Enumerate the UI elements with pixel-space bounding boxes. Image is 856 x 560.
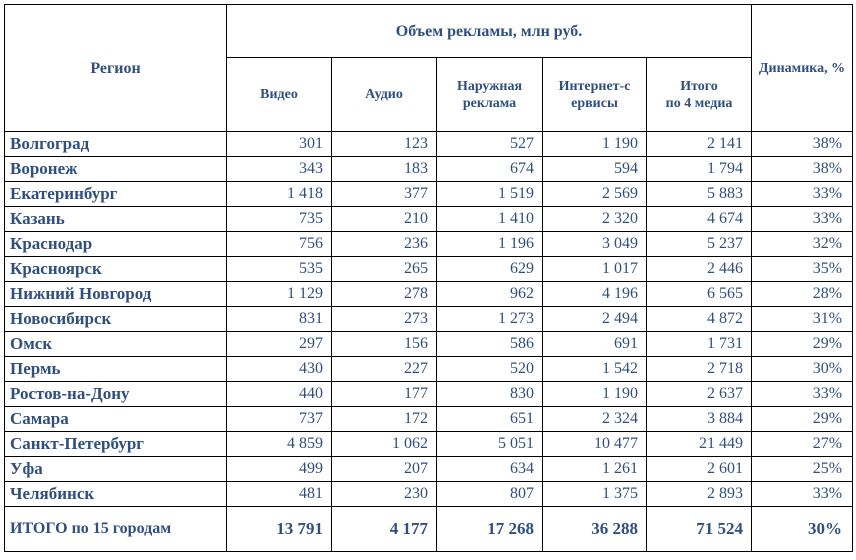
audio-cell: 227 [332,357,437,382]
total-cell: 2 637 [647,382,752,407]
audio-cell: 265 [332,257,437,282]
dynamics-cell: 31% [752,307,853,332]
video-cell: 1 418 [227,182,332,207]
video-cell: 481 [227,482,332,507]
total-total-cell: 71 524 [647,507,752,552]
total-audio-cell: 4 177 [332,507,437,552]
region-header: Регион [5,5,227,132]
audio-cell: 172 [332,407,437,432]
total-cell: 2 141 [647,132,752,157]
outdoor-cell: 634 [437,457,543,482]
audio-cell: 123 [332,132,437,157]
volume-group-header: Объем рекламы, млн руб. [227,5,752,58]
region-cell: Красноярск [5,257,227,282]
outdoor-cell: 807 [437,482,543,507]
outdoor-cell: 651 [437,407,543,432]
audio-cell: 183 [332,157,437,182]
outdoor-cell: 962 [437,282,543,307]
internet-header [543,58,647,132]
dynamics-cell: 33% [752,182,853,207]
table-row [5,432,853,457]
total-cell: 21 449 [647,432,752,457]
video-cell: 440 [227,382,332,407]
region-cell: Санкт-Петербург [5,432,227,457]
region-cell: Челябинск [5,482,227,507]
internet-cell: 4 196 [543,282,647,307]
total-cell: 1 794 [647,157,752,182]
dynamics-cell: 38% [752,132,853,157]
total-cell: 5 883 [647,182,752,207]
total-header [647,58,752,132]
total-cell: 5 237 [647,232,752,257]
region-cell: Волгоград [5,132,227,157]
table-body [5,132,853,552]
internet-cell: 594 [543,157,647,182]
table-row [5,132,853,157]
internet-cell: 1 261 [543,457,647,482]
outdoor-cell: 5 051 [437,432,543,457]
audio-cell: 1 062 [332,432,437,457]
table-row [5,457,853,482]
region-cell: Краснодар [5,232,227,257]
table-row [5,207,853,232]
total-cell: 6 565 [647,282,752,307]
total-cell: 1 731 [647,332,752,357]
table-row [5,282,853,307]
internet-header-line2: ервисы [571,95,618,111]
internet-cell: 1 542 [543,357,647,382]
video-cell: 430 [227,357,332,382]
internet-cell: 1 190 [543,132,647,157]
total-row [5,507,853,552]
outdoor-header [437,58,543,132]
audio-header: Аудио [332,58,437,132]
region-cell: Воронеж [5,157,227,182]
total-header-line1: Итого [680,78,718,94]
audio-cell: 236 [332,232,437,257]
dynamics-cell: 29% [752,332,853,357]
video-cell: 343 [227,157,332,182]
table-row [5,382,853,407]
internet-cell: 3 049 [543,232,647,257]
table-row [5,257,853,282]
video-cell: 297 [227,332,332,357]
audio-cell: 377 [332,182,437,207]
table-header [5,5,853,132]
region-cell: Ростов-на-Дону [5,382,227,407]
video-cell: 735 [227,207,332,232]
internet-cell: 2 569 [543,182,647,207]
video-cell: 756 [227,232,332,257]
video-cell: 1 129 [227,282,332,307]
dynamics-cell: 30% [752,357,853,382]
dynamics-cell: 33% [752,382,853,407]
outdoor-cell: 674 [437,157,543,182]
region-cell: Самара [5,407,227,432]
total-cell: 3 884 [647,407,752,432]
table-row [5,482,853,507]
internet-cell: 2 320 [543,207,647,232]
internet-cell: 10 477 [543,432,647,457]
audio-cell: 210 [332,207,437,232]
internet-cell: 691 [543,332,647,357]
audio-cell: 156 [332,332,437,357]
total-cell: 2 446 [647,257,752,282]
outdoor-cell: 1 273 [437,307,543,332]
table-row [5,232,853,257]
region-cell: Екатеринбург [5,182,227,207]
dynamics-cell: 32% [752,232,853,257]
audio-cell: 273 [332,307,437,332]
audio-cell: 207 [332,457,437,482]
outdoor-cell: 520 [437,357,543,382]
audio-cell: 177 [332,382,437,407]
video-cell: 4 859 [227,432,332,457]
internet-cell: 1 190 [543,382,647,407]
video-cell: 831 [227,307,332,332]
outdoor-header-line1: Наружная [456,78,523,94]
total-internet-cell: 36 288 [543,507,647,552]
dynamics-cell: 28% [752,282,853,307]
dynamics-header: Динамика, % [752,5,853,132]
total-dynamics-cell: 30% [752,507,853,552]
total-region-cell: ИТОГО по 15 городам [5,507,227,552]
region-cell: Казань [5,207,227,232]
region-cell: Нижний Новгород [5,282,227,307]
total-cell: 4 872 [647,307,752,332]
table-row [5,407,853,432]
region-cell: Омск [5,332,227,357]
audio-cell: 278 [332,282,437,307]
total-cell: 2 893 [647,482,752,507]
table-row [5,357,853,382]
dynamics-cell: 29% [752,407,853,432]
internet-cell: 1 017 [543,257,647,282]
dynamics-cell: 33% [752,482,853,507]
advertising-volume-table [4,4,853,552]
internet-cell: 2 494 [543,307,647,332]
table-row [5,157,853,182]
video-cell: 499 [227,457,332,482]
internet-cell: 1 375 [543,482,647,507]
video-cell: 535 [227,257,332,282]
outdoor-cell: 1 410 [437,207,543,232]
video-cell: 301 [227,132,332,157]
total-video-cell: 13 791 [227,507,332,552]
total-cell: 2 601 [647,457,752,482]
region-cell: Пермь [5,357,227,382]
dynamics-cell: 38% [752,157,853,182]
total-header-line2: по 4 медиа [665,95,733,111]
table-row [5,182,853,207]
video-cell: 737 [227,407,332,432]
outdoor-cell: 586 [437,332,543,357]
outdoor-cell: 1 519 [437,182,543,207]
total-cell: 2 718 [647,357,752,382]
audio-cell: 230 [332,482,437,507]
total-cell: 4 674 [647,207,752,232]
dynamics-cell: 33% [752,207,853,232]
dynamics-cell: 27% [752,432,853,457]
region-cell: Новосибирск [5,307,227,332]
table-row [5,307,853,332]
outdoor-cell: 1 196 [437,232,543,257]
dynamics-cell: 25% [752,457,853,482]
internet-cell: 2 324 [543,407,647,432]
outdoor-cell: 830 [437,382,543,407]
internet-header-line1: Интернет-с [558,78,631,94]
video-header: Видео [227,58,332,132]
table-row [5,332,853,357]
outdoor-cell: 629 [437,257,543,282]
outdoor-cell: 527 [437,132,543,157]
outdoor-header-line2: реклама [462,95,517,111]
total-outdoor-cell: 17 268 [437,507,543,552]
region-cell: Уфа [5,457,227,482]
dynamics-cell: 35% [752,257,853,282]
